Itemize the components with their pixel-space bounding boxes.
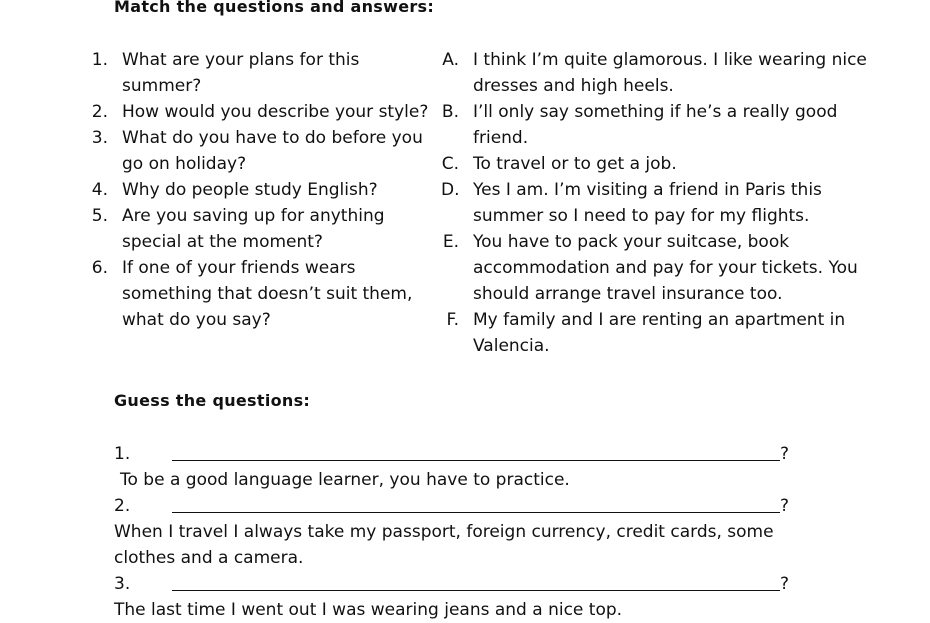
answer-blank-line[interactable] — [172, 495, 780, 513]
answer-text: I think I’m quite glamorous. I like wearing nice dresses and high heels. — [473, 50, 867, 96]
question-text: Why do people study English? — [122, 180, 378, 200]
answer-text: Yes I am. I’m visiting a friend in Paris this summer so I need to pay for my flights. — [473, 180, 822, 226]
question-number: 6. — [91, 258, 108, 278]
answer-item — [441, 151, 881, 177]
guess-question-line — [114, 493, 834, 519]
answer-letter: C. — [441, 154, 459, 174]
guess-number: 2. — [114, 496, 131, 516]
guess-question-line — [114, 571, 834, 597]
question-text: Are you saving up for anything special at the moment? — [122, 206, 385, 252]
guess-answer-text: When I travel I always take my passport, foreign currency, credit cards, some clothes and a camera. — [114, 522, 774, 568]
answer-item — [441, 47, 881, 99]
question-mark: ? — [780, 496, 790, 516]
question-number: 2. — [91, 102, 108, 122]
answer-text: You have to pack your suitcase, book accommodation and pay for your tickets. You should arrange travel insurance too. — [473, 232, 858, 304]
guess-list — [114, 441, 834, 623]
answer-text: To travel or to get a job. — [473, 154, 677, 174]
question-item — [86, 177, 436, 203]
answer-letter: F. — [446, 310, 459, 330]
question-number: 3. — [91, 128, 108, 148]
guess-answer-text: To be a good language learner, you have to practice. — [120, 470, 570, 490]
guess-number: 1. — [114, 444, 131, 464]
answer-item — [441, 229, 881, 307]
question-item — [86, 203, 436, 255]
guess-question-line — [114, 441, 834, 467]
question-text: How would you describe your style? — [122, 102, 429, 122]
answer-letter: E. — [442, 232, 459, 252]
guess-number: 3. — [114, 574, 131, 594]
answer-text: My family and I are renting an apartment in Valencia. — [473, 310, 846, 356]
question-number: 4. — [91, 180, 108, 200]
answer-text: I’ll only say something if he’s a really good friend. — [473, 102, 838, 148]
answer-item — [441, 177, 881, 229]
answer-letter: B. — [441, 102, 459, 122]
answer-blank-line[interactable] — [172, 573, 780, 591]
question-item — [86, 47, 436, 99]
question-number: 5. — [91, 206, 108, 226]
answer-letter: D. — [441, 180, 460, 200]
question-item — [86, 255, 436, 333]
question-number: 1. — [91, 50, 108, 70]
answer-item — [441, 99, 881, 151]
match-section-title: Match the questions and answers: — [114, 0, 435, 16]
question-item — [86, 99, 436, 125]
answers-list — [441, 47, 881, 359]
question-mark: ? — [780, 444, 790, 464]
answer-letter: A. — [442, 50, 459, 70]
guess-section-title: Guess the questions: — [114, 391, 311, 410]
question-text: What are your plans for this summer? — [122, 50, 360, 96]
questions-list — [86, 47, 436, 333]
guess-answer-text: The last time I went out I was wearing jeans and a nice top. — [114, 600, 623, 620]
question-text: If one of your friends wears something that doesn’t suit them, what do you say? — [122, 258, 413, 330]
question-mark: ? — [780, 574, 790, 594]
answer-item — [441, 307, 881, 359]
answer-blank-line[interactable] — [172, 443, 780, 461]
question-item — [86, 125, 436, 177]
question-text: What do you have to do before you go on holiday? — [122, 128, 423, 174]
